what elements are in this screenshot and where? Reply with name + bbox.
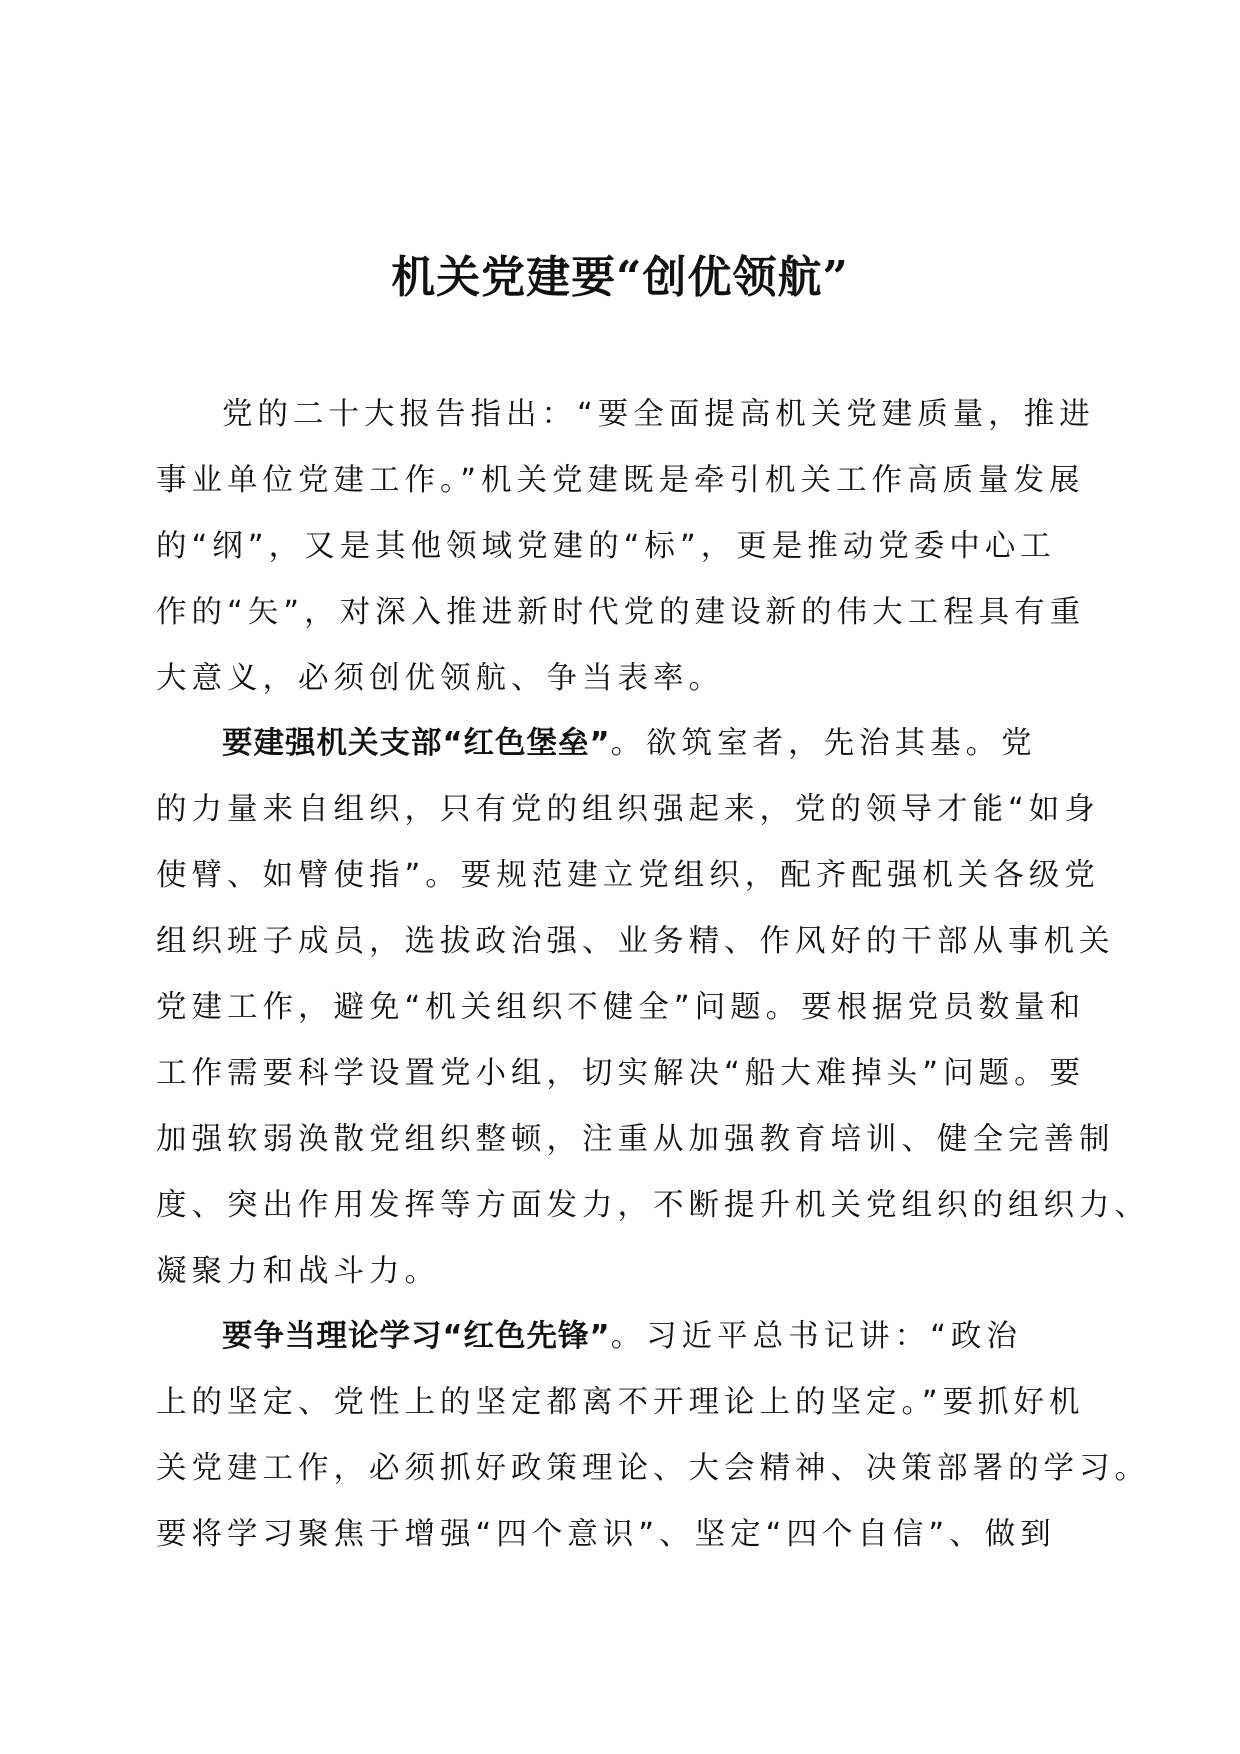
- paragraph-lead-heading: 要争当理论学习“红色先锋”: [222, 1319, 611, 1355]
- text-line: 组织班子成员，选拔政治强、业务精、作风好的干部从事机关: [156, 924, 1115, 960]
- text-line: 工作需要科学设置党小组，切实解决“船大难掉头”问题。要: [156, 1055, 1086, 1091]
- document-title: 机关党建要“创优领航”: [391, 252, 849, 303]
- text-line: 的“纲”，又是其他领域党建的“标”，更是推动党委中心工: [156, 528, 1056, 564]
- text-line: 加强软弱涣散党组织整顿，注重从加强教育培训、健全完善制: [156, 1121, 1115, 1157]
- lead-line-rest: 。欲筑室者，先治其基。党: [610, 726, 1037, 762]
- text-line: [156, 1304, 1096, 1370]
- lead-line-rest: 。习近平总书记讲：“政治: [610, 1319, 1022, 1355]
- paragraph-lead-heading: 要建强机关支部“红色堡垒”: [222, 726, 611, 762]
- text-line: 的力量来自组织，只有党的组织强起来，党的领导才能“如身: [156, 792, 1100, 828]
- text-line: 大意义，必须创优领航、争当表率。: [156, 660, 724, 696]
- text-line: 凝聚力和战斗力。: [156, 1253, 440, 1289]
- text-line: 关党建工作，必须抓好政策理论、大会精神、决策部署的学习。: [156, 1451, 1150, 1487]
- text-line: 党的二十大报告指出：“要全面提高机关党建质量，推进: [222, 397, 1095, 432]
- text-line: 事业单位党建工作。”机关党建既是牵引机关工作高质量发展: [156, 462, 1085, 498]
- document-body: [156, 382, 1150, 1568]
- text-line: 使臂、如臂使指”。要规范建立党组织，配齐配强机关各级党: [156, 858, 1100, 894]
- text-line: 上的坚定、党性上的坚定都离不开理论上的坚定。”要抓好机: [156, 1385, 1085, 1421]
- text-line: [156, 711, 1096, 777]
- text-line: 党建工作，避免“机关组织不健全”问题。要根据党员数量和: [156, 990, 1086, 1026]
- paragraph-red-fortress: [156, 711, 1150, 1304]
- paragraph-red-vanguard: [156, 1304, 1150, 1568]
- text-line: 度、突出作用发挥等方面发力，不断提升机关党组织的组织力、: [156, 1187, 1150, 1223]
- paragraph-intro: [156, 382, 1096, 711]
- text-line: 要将学习聚焦于增强“四个意识”、坚定“四个自信”、做到: [156, 1517, 1056, 1553]
- text-line: 作的“矢”，对深入推进新时代党的建设新的伟大工程具有重: [156, 594, 1086, 630]
